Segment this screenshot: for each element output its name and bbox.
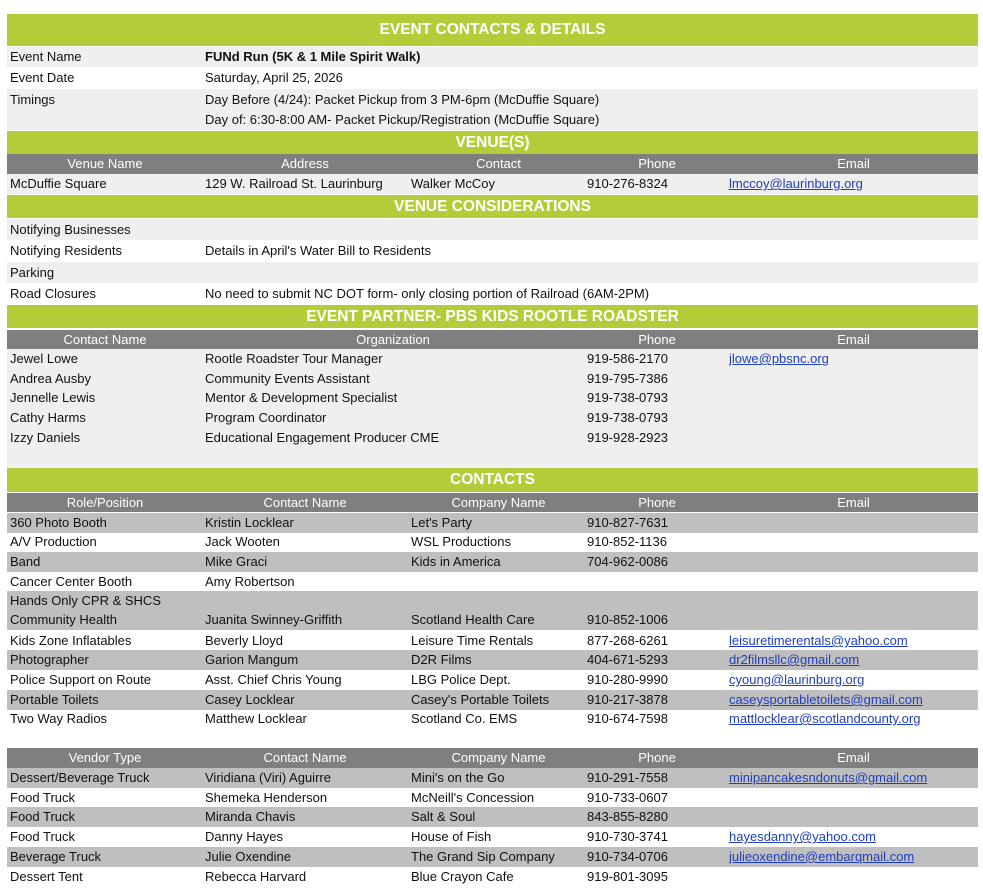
vendor-cell-0: Food Truck [10,789,76,805]
contact-cell-1: Jack Wooten [205,534,280,549]
consideration-row-2 [7,262,978,283]
contact-cell-3: 910-827-7631 [587,515,668,530]
timing-day-of: Day of: 6:30-8:00 AM- Packet Pickup/Registration (McDuffie Square) [205,112,600,127]
contact-row-9 [7,690,978,710]
consideration-label-2: Parking [10,265,55,280]
partner-cell-0: Jennelle Lewis [10,390,96,406]
contact-cell-0: Kids Zone Inflatables [10,633,132,648]
contact-cell-1: Kristin Locklear [205,515,294,530]
vendor-cell-3: 910-730-3741 [587,829,668,845]
contact-cell-3: 404-671-5293 [587,652,668,667]
event-date-label: Event Date [10,70,75,85]
contact-cell-4[interactable]: mattlocklear@scotlandcounty.org [729,711,921,726]
partner-header-1: Organization [356,332,430,347]
contact-cell-3: 910-674-7598 [587,711,668,726]
venue-cell-2: Walker McCoy [411,176,496,191]
partner-cell-1: Community Events Assistant [205,370,370,386]
contact-cell-1: Amy Robertson [205,574,295,589]
partner-row-0 [7,349,978,369]
contact-row-0 [7,513,978,533]
vendor-cell-1: Danny Hayes [205,829,284,845]
partner-header-0: Contact Name [63,332,147,347]
vendor-cell-2: The Grand Sip Company [411,848,555,864]
contact-cell-4[interactable]: leisuretimerentals@yahoo.com [729,633,908,648]
vendor-row-5 [7,867,978,887]
contact-cell-2: Scotland Co. EMS [411,711,518,726]
contact-cell-0: 360 Photo Booth [10,515,107,530]
contact-cell-0: Band [10,554,41,569]
partner-cell-1: Mentor & Development Specialist [205,390,398,406]
contact-cell-3 [587,591,727,611]
vendor-cell-0: Food Truck [10,829,76,845]
venue-cell-0: McDuffie Square [10,176,107,191]
vendor-cell-3: 910-291-7558 [587,770,668,785]
partner-header [7,330,978,349]
contacts-header [7,493,978,512]
vendor-row-0 [7,768,978,788]
contact-cell-1: Beverly Lloyd [205,633,284,648]
event-name-row [7,47,978,67]
venue-cell-4[interactable]: lmccoy@laurinburg.org [729,176,863,191]
partner-cell-1: Educational Engagement Producer CME [205,429,440,445]
contact-cell-1: Asst. Chief Chris Young [205,672,342,687]
contact-row-4 [7,591,978,611]
event-date-value: Saturday, April 25, 2026 [205,70,343,85]
event-name-value: FUNd Run (5K & 1 Mile Spirit Walk) [205,49,421,64]
section-title-partner-text: EVENT PARTNER- PBS KIDS ROOTLE ROADSTER [306,308,679,325]
contact-cell-1: Matthew Locklear [205,711,307,726]
contact-row-1 [7,532,978,552]
section-title-venue-text: VENUE(S) [455,134,530,151]
consideration-label-0: Notifying Businesses [10,222,131,237]
contacts-header-3: Phone [638,495,676,510]
vendors-header-4: Email [837,750,870,765]
contact-cell-3: 877-268-6261 [587,633,668,648]
partner-cell-2: 919-586-2170 [587,351,668,366]
contact-cell-2: Casey's Portable Toilets [411,692,550,707]
contact-cell-0: Portable Toilets [10,692,99,707]
vendor-cell-4[interactable]: hayesdanny@yahoo.com [729,829,876,845]
section-title-event [7,14,978,46]
contact-row-8 [7,670,978,690]
partner-row-4 [7,428,978,448]
vendors-header-1: Contact Name [263,750,347,765]
contacts-header-1: Contact Name [263,495,347,510]
contact-cell-1 [205,591,405,611]
vendor-cell-2: House of Fish [411,829,492,845]
vendor-row-1 [7,788,978,808]
venue-header [7,154,978,174]
contact-cell-3: 704-962-0086 [587,554,668,569]
partner-row-3 [7,408,978,428]
partner-cell-3[interactable] [729,408,978,428]
partner-header-3: Email [837,332,870,347]
vendor-cell-4[interactable]: minipancakesndonuts@gmail.com [729,770,928,785]
partner-row-1 [7,369,978,389]
vendor-cell-2: Blue Crayon Cafe [411,868,514,884]
event-date-row [7,68,978,88]
consideration-label-1: Notifying Residents [10,243,122,258]
partner-header-2: Phone [638,332,676,347]
contact-cell-3: 910-852-1006 [587,612,668,627]
vendors-header [7,748,978,768]
consideration-row-1 [7,240,978,261]
section-title-contacts-text: CONTACTS [450,471,535,488]
vendor-cell-4[interactable] [729,867,978,887]
contact-cell-4[interactable] [729,610,978,630]
vendor-cell-0: Food Truck [10,809,76,825]
contact-cell-1: Juanita Swinney-Griffith [205,612,343,627]
contact-row-3 [7,572,978,592]
contact-cell-0: Police Support on Route [10,672,151,687]
vendor-cell-4[interactable] [729,807,978,827]
timings-label: Timings [10,92,56,107]
consideration-value-2 [205,262,965,283]
vendor-cell-4[interactable]: julieoxendine@embarqmail.com [729,848,915,864]
section-title-event-text: EVENT CONTACTS & DETAILS [379,21,606,38]
contact-cell-2: Let's Party [411,515,473,530]
venue-header-4: Email [837,156,870,171]
contact-cell-4[interactable]: dr2filmsllc@gmail.com [729,652,860,667]
contact-cell-2 [411,572,586,592]
vendor-cell-2: McNeill's Concession [411,789,535,805]
vendor-cell-2: Salt & Soul [411,809,476,825]
vendor-cell-0: Dessert Tent [10,868,83,884]
vendor-cell-0: Dessert/Beverage Truck [10,770,150,785]
contacts-header-0: Role/Position [66,495,144,510]
contact-cell-2: LBG Police Dept. [411,672,511,687]
partner-cell-3[interactable] [729,388,978,408]
contact-cell-0: A/V Production [10,534,97,549]
contact-cell-2: Kids in America [411,554,501,569]
vendors-header-3: Phone [638,750,676,765]
venue-header-0: Venue Name [67,156,143,171]
contact-cell-4[interactable] [729,552,978,572]
contact-cell-2: Leisure Time Rentals [411,633,534,648]
partner-cell-0: Izzy Daniels [10,429,81,445]
vendor-cell-3: 910-733-0607 [587,789,668,805]
vendor-cell-3: 843-855-8280 [587,809,668,825]
section-title-venue [7,131,978,154]
contact-cell-3 [587,572,727,592]
consideration-value-3: No need to submit NC DOT form- only closing portion of Railroad (6AM-2PM) [205,286,650,301]
venue-row [7,174,978,194]
contact-row-5 [7,610,978,630]
contact-cell-0: Hands Only CPR & SHCS [10,593,161,608]
partner-cell-3[interactable] [729,369,978,389]
venue-header-2: Contact [476,156,521,171]
partner-cell-3[interactable]: jlowe@pbsnc.org [729,351,829,366]
partner-cell-2: 919-738-0793 [587,410,668,426]
vendor-cell-1: Rebecca Harvard [205,868,307,884]
consideration-value-0 [205,219,965,240]
venue-cell-1: 129 W. Railroad St. Laurinburg [205,176,383,191]
venue-header-3: Phone [638,156,676,171]
contact-cell-3: 910-852-1136 [587,534,667,549]
contact-cell-2: Scotland Health Care [411,612,535,627]
vendor-cell-1: Julie Oxendine [205,848,291,864]
partner-cell-1: Program Coordinator [205,410,327,426]
consideration-label-3: Road Closures [10,286,96,301]
contact-row-6 [7,631,978,651]
partner-cell-2: 919-738-0793 [587,390,668,406]
contact-cell-1: Garion Mangum [205,652,299,667]
partner-cell-3[interactable] [729,428,978,448]
vendor-cell-1: Shemeka Henderson [205,789,328,805]
contact-cell-4[interactable] [729,572,978,592]
vendor-cell-4[interactable] [729,788,978,808]
consideration-value-1: Details in April's Water Bill to Residents [205,243,431,258]
partner-cell-2: 919-928-2923 [587,429,668,445]
contact-cell-3: 910-280-9990 [587,672,668,687]
contact-cell-0: Community Health [10,612,117,627]
contact-row-2 [7,552,978,572]
contact-cell-0: Cancer Center Booth [10,574,133,589]
event-name-label: Event Name [10,49,82,64]
partner-cell-0: Andrea Ausby [10,370,91,386]
contact-cell-1: Mike Graci [205,554,268,569]
consideration-row-3 [7,283,978,304]
partner-cell-2: 919-795-7386 [587,370,668,386]
contact-cell-2 [411,591,586,611]
section-title-considerations-text: VENUE CONSIDERATIONS [394,198,591,215]
vendors-header-0: Vendor Type [68,750,142,765]
section-title-partner [7,305,978,328]
contact-cell-4[interactable]: cyoung@laurinburg.org [729,672,865,687]
section-title-contacts [7,468,978,492]
venue-header-1: Address [281,156,329,171]
contact-cell-4[interactable] [729,513,978,533]
vendors-header-2: Company Name [451,750,546,765]
contact-cell-2: WSL Productions [411,534,511,549]
vendor-cell-3: 910-734-0706 [587,848,668,864]
venue-cell-3: 910-276-8324 [587,176,668,191]
partner-row-2 [7,388,978,408]
vendor-cell-2: Mini's on the Go [411,770,505,785]
contact-cell-4[interactable] [729,532,978,552]
vendor-row-3 [7,827,978,847]
contact-cell-4[interactable]: caseysportabletoilets@gmail.com [729,692,923,707]
vendor-cell-1: Miranda Chavis [205,809,296,825]
contact-cell-3: 910-217-3878 [587,692,668,707]
contact-cell-1: Casey Locklear [205,692,295,707]
partner-cell-1: Rootle Roadster Tour Manager [205,351,383,366]
partner-cell-0: Cathy Harms [10,410,86,426]
contacts-header-4: Email [837,495,870,510]
partner-cell-0: Jewel Lowe [10,351,78,366]
consideration-row-0 [7,219,978,240]
vendor-cell-3: 919-801-3095 [587,868,668,884]
vendor-cell-1: Viridiana (Viri) Aguirre [205,770,331,785]
partner-spacer [7,448,978,468]
timing-day-before: Day Before (4/24): Packet Pickup from 3 PM-6pm (McDuffie Square) [205,92,600,107]
contact-row-7 [7,650,978,670]
vendor-row-4 [7,847,978,867]
contacts-header-2: Company Name [451,495,546,510]
section-title-considerations [7,195,978,218]
contact-cell-4[interactable] [729,591,978,611]
contact-cell-0: Two Way Radios [10,711,108,726]
vendor-cell-0: Beverage Truck [10,848,102,864]
contact-cell-0: Photographer [10,652,89,667]
contact-row-10 [7,709,978,729]
timings-row-2 [7,110,978,130]
timings-row [7,89,978,111]
contact-cell-2: D2R Films [411,652,472,667]
vendor-row-2 [7,807,978,827]
